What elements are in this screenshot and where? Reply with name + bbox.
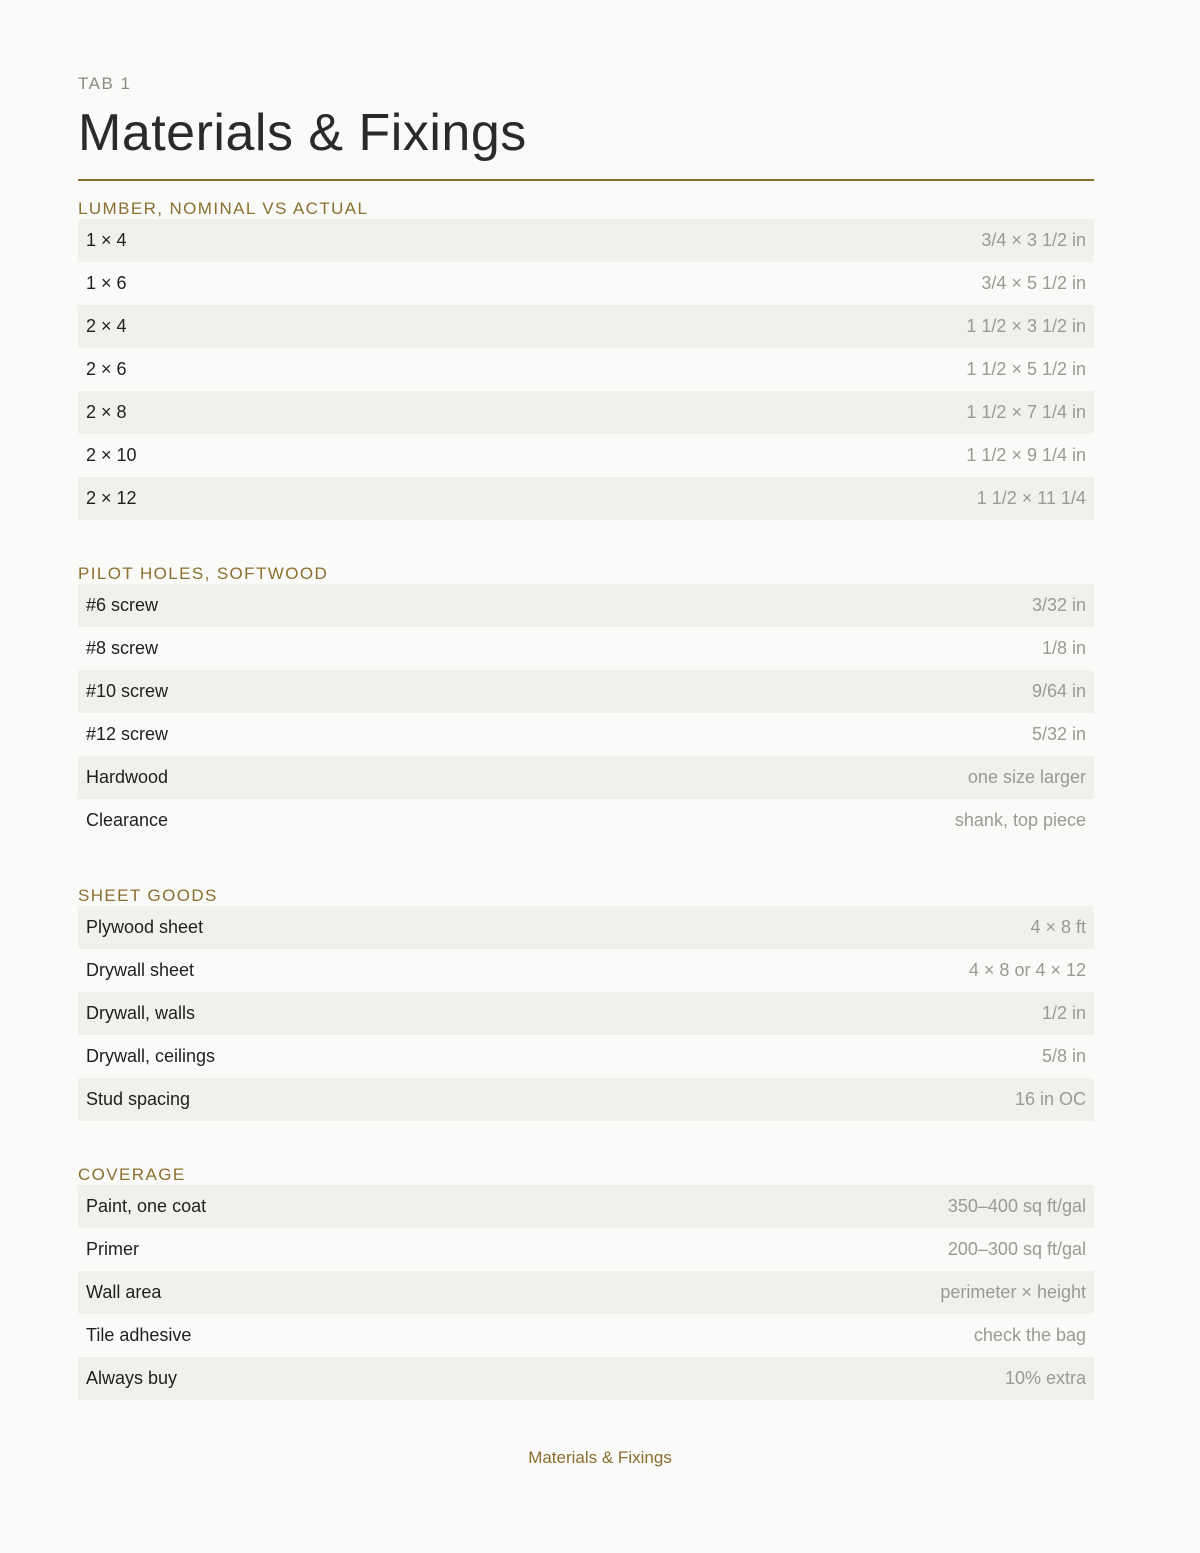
row-label: 1 × 6 <box>86 273 127 293</box>
row-value: 16 in OC <box>1014 1089 1086 1109</box>
row-value: 1 1/2 × 3 1/2 in <box>966 316 1086 336</box>
row-label: Primer <box>86 1239 139 1259</box>
row-label: Always buy <box>86 1368 178 1388</box>
table-row <box>78 584 1094 627</box>
row-value: 3/4 × 3 1/2 in <box>981 230 1086 250</box>
section-heading: PILOT HOLES, SOFTWOOD <box>78 564 329 583</box>
row-label: Clearance <box>86 810 169 830</box>
row-value: 4 × 8 ft <box>1030 917 1086 937</box>
table-row <box>78 434 1094 477</box>
row-value: one size larger <box>967 767 1086 787</box>
row-label: Drywall sheet <box>86 960 195 980</box>
row-label: Stud spacing <box>86 1089 191 1109</box>
row-value: perimeter × height <box>940 1282 1086 1302</box>
row-value: 3/32 in <box>1031 595 1086 615</box>
row-label: 2 × 12 <box>86 488 137 508</box>
row-value: 1 1/2 × 11 1/4 <box>976 488 1086 508</box>
title-divider <box>78 179 1094 181</box>
section-heading: SHEET GOODS <box>78 886 218 905</box>
row-value: 5/32 in <box>1031 724 1086 744</box>
table-row <box>78 756 1094 799</box>
row-label: #6 screw <box>86 595 159 615</box>
row-label: Wall area <box>86 1282 162 1302</box>
section-pilot-holes <box>78 564 1094 842</box>
table-row <box>78 627 1094 670</box>
table-row <box>78 1357 1094 1400</box>
section-heading: COVERAGE <box>78 1165 186 1184</box>
row-value: 1 1/2 × 7 1/4 in <box>966 402 1086 422</box>
row-value: 3/4 × 5 1/2 in <box>981 273 1086 293</box>
table-row <box>78 1228 1094 1271</box>
row-value: 1 1/2 × 5 1/2 in <box>966 359 1086 379</box>
table-row <box>78 1271 1094 1314</box>
row-label: 2 × 6 <box>86 359 127 379</box>
table-row <box>78 906 1094 949</box>
table-row <box>78 219 1094 262</box>
row-label: Drywall, walls <box>86 1003 196 1023</box>
row-label: Paint, one coat <box>86 1196 207 1216</box>
row-value: 9/64 in <box>1031 681 1086 701</box>
page-footer: Materials & Fixings <box>528 1448 672 1467</box>
table-row <box>78 992 1094 1035</box>
table-row <box>78 391 1094 434</box>
table-row <box>78 262 1094 305</box>
row-label: #8 screw <box>86 638 159 658</box>
row-label: #12 screw <box>86 724 169 744</box>
table-row <box>78 949 1094 992</box>
table-row <box>78 348 1094 391</box>
section-heading: LUMBER, NOMINAL VS ACTUAL <box>78 199 369 218</box>
table-row <box>78 305 1094 348</box>
section-lumber <box>78 199 1094 520</box>
table-row <box>78 1314 1094 1357</box>
row-label: Plywood sheet <box>86 917 204 937</box>
page-title: Materials & Fixings <box>78 104 527 162</box>
row-label: 1 × 4 <box>86 230 127 250</box>
section-coverage <box>78 1165 1094 1400</box>
table-row <box>78 670 1094 713</box>
row-value: 10% extra <box>1004 1368 1086 1388</box>
row-label: Tile adhesive <box>86 1325 192 1345</box>
table-row <box>78 1035 1094 1078</box>
row-value: 1 1/2 × 9 1/4 in <box>966 445 1086 465</box>
table-row <box>78 1185 1094 1228</box>
table-row <box>78 799 1094 842</box>
section-sheet-goods <box>78 886 1094 1121</box>
row-value: 4 × 8 or 4 × 12 <box>968 960 1086 980</box>
row-value: shank, top piece <box>954 810 1086 830</box>
table-row <box>78 1078 1094 1121</box>
row-label: #10 screw <box>86 681 169 701</box>
row-label: 2 × 4 <box>86 316 127 336</box>
row-value: check the bag <box>973 1325 1086 1345</box>
row-value: 350–400 sq ft/gal <box>947 1196 1086 1216</box>
table-row <box>78 713 1094 756</box>
row-value: 1/8 in <box>1041 638 1086 658</box>
tab-label: TAB 1 <box>78 74 132 93</box>
row-label: Drywall, ceilings <box>86 1046 216 1066</box>
row-value: 1/2 in <box>1041 1003 1086 1023</box>
table-row <box>78 477 1094 520</box>
row-label: 2 × 10 <box>86 445 137 465</box>
row-label: 2 × 8 <box>86 402 127 422</box>
row-value: 200–300 sq ft/gal <box>947 1239 1086 1259</box>
row-label: Hardwood <box>86 767 169 787</box>
row-value: 5/8 in <box>1041 1046 1086 1066</box>
